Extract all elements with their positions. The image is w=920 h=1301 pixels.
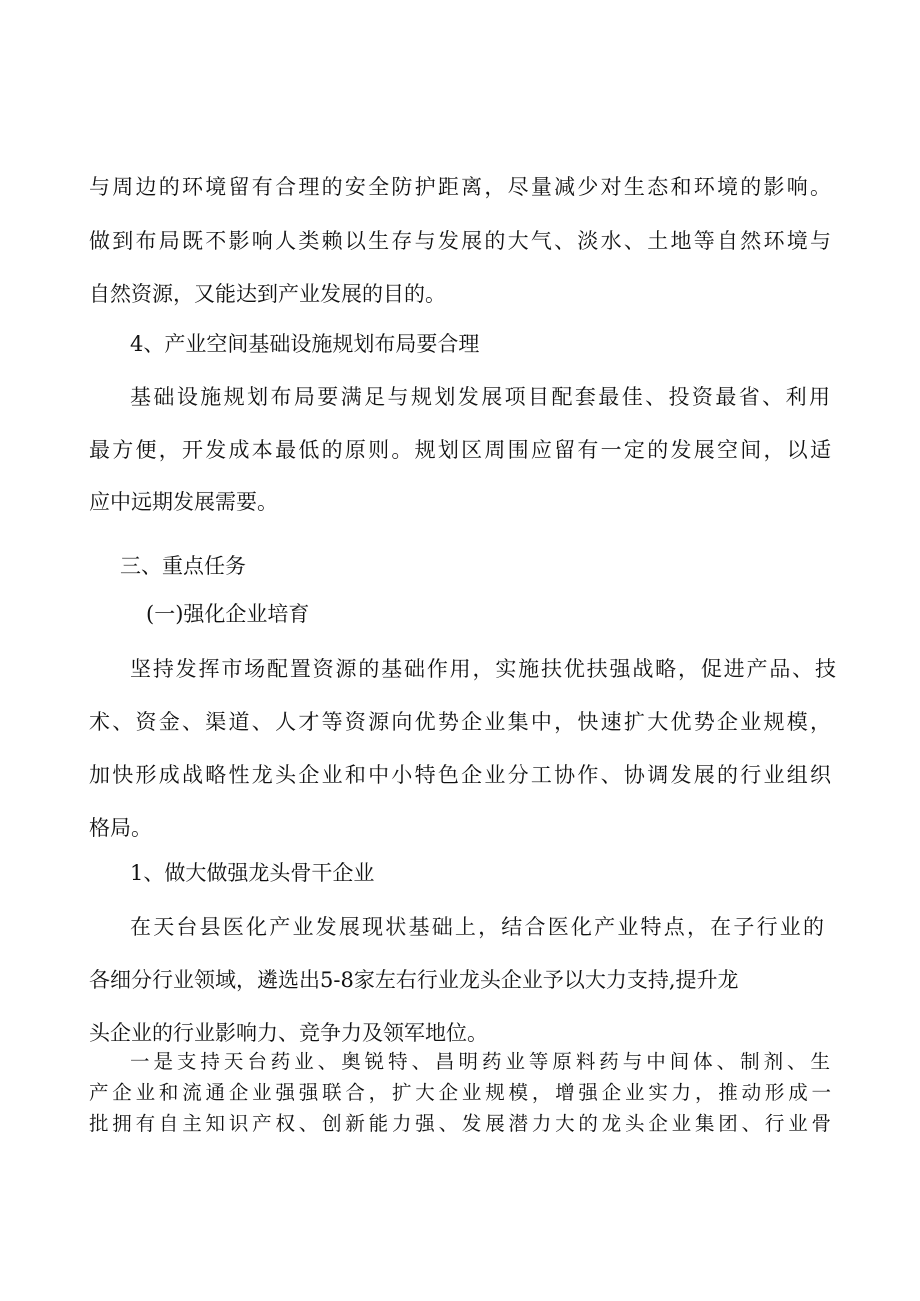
body-text-line: 与周边的环境留有合理的安全防护距离，尽量减少对生态和环境的影响。: [89, 175, 834, 199]
body-text-line: 头企业的行业影响力、竞争力及领军地位。: [89, 1021, 488, 1045]
chapter-heading: 三、重点任务: [120, 554, 246, 578]
body-text-line: 批拥有自主知识产权、创新能力强、发展潜力大的龙头企业集团、行业骨: [89, 1112, 835, 1135]
body-text-line: 应中远期发展需要。: [89, 490, 278, 514]
body-text-line: 术、资金、渠道、人才等资源向优势企业集中，快速扩大优势企业规模，: [89, 710, 834, 734]
body-text-line: 格局。: [89, 816, 152, 840]
section-heading: 1、做大做强龙头骨干企业: [130, 861, 375, 885]
body-text-line: 坚持发挥市场配置资源的基础作用，实施扶优扶强战略，促进产品、技: [130, 657, 838, 681]
body-text-line: 各细分行业领域，遴选出5-8家左右行业龙头企业予以大力支持,提升龙: [89, 968, 739, 992]
body-text-line: 产企业和流通企业强强联合，扩大企业规模，增强企业实力，推动形成一: [89, 1081, 835, 1104]
section-heading: 4、产业空间基础设施规划布局要合理: [130, 332, 480, 356]
body-text-line: 最方便，开发成本最低的原则。规划区周围应留有一定的发展空间，以适: [89, 438, 834, 462]
body-text-line: 加快形成战略性龙头企业和中小特色企业分工协作、协调发展的行业组织: [89, 763, 834, 787]
subsection-heading: (一)强化企业培育: [146, 602, 310, 626]
body-text-line: 做到布局既不影响人类赖以生存与发展的大气、淡水、土地等自然环境与: [89, 229, 834, 253]
body-text-line: 自然资源，又能达到产业发展的目的。: [89, 282, 446, 306]
body-text-line: 一是支持天台药业、奥锐特、昌明药业等原料药与中间体、制剂、生: [130, 1050, 834, 1073]
body-text-line: 基础设施规划布局要满足与规划发展项目配套最佳、投资最省、利用: [130, 385, 833, 409]
body-text-line: 在天台县医化产业发展现状基础上，结合医化产业特点，在子行业的: [130, 915, 827, 939]
